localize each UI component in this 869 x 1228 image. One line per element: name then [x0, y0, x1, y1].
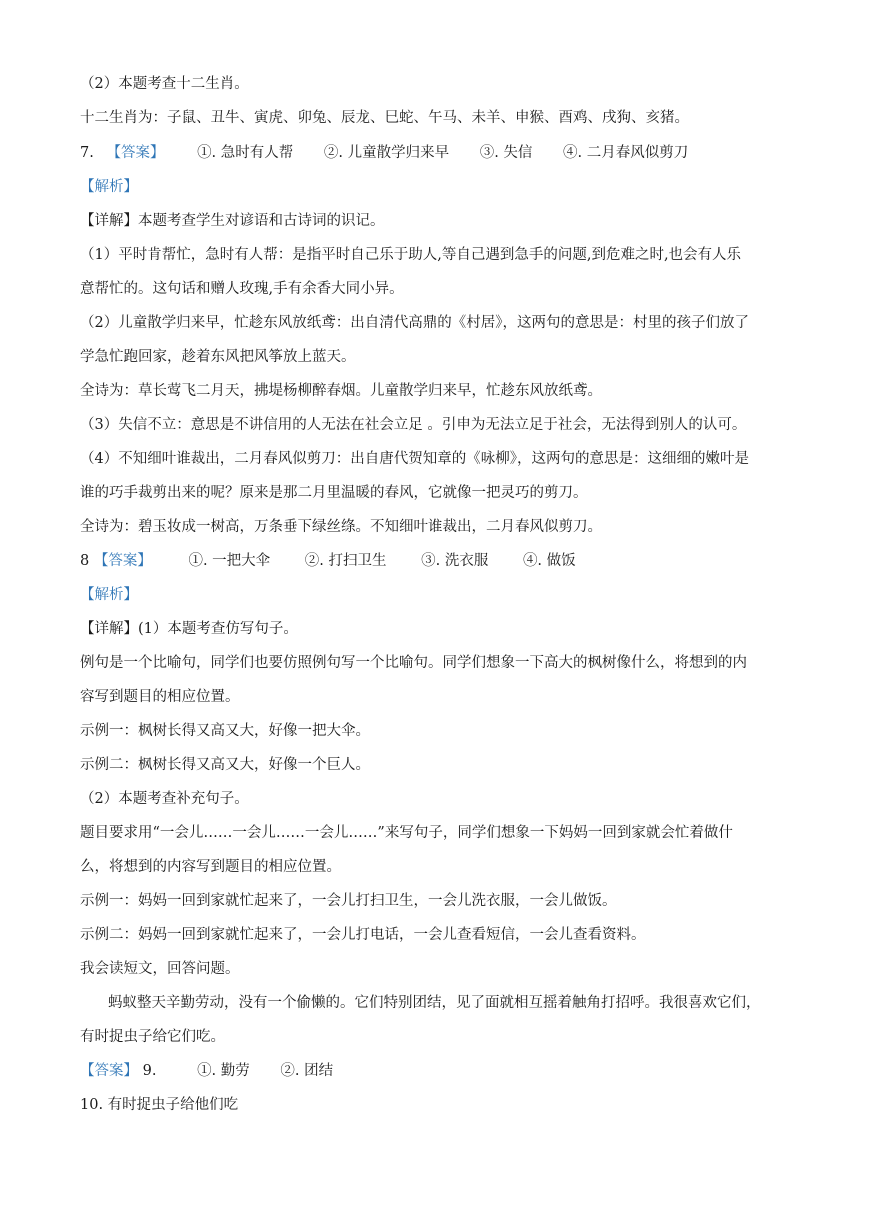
answer-tag: 【答案】 — [93, 553, 152, 569]
question-number: 9. — [142, 1063, 157, 1079]
answer-tag: 【答案】 — [80, 1063, 138, 1079]
answer-option: ②. 儿童散学归来早 — [323, 145, 450, 161]
text-line: 例句是一个比喻句，同学们也要仿照例句写一个比喻句。同学们想象一下高大的枫树像什么，将想到的内 — [80, 655, 747, 671]
answer-option: ③. 失信 — [479, 145, 533, 161]
text-line: （2）本题考查补充句子。 — [80, 791, 249, 807]
text-line: （3）失信不立：意思是不讲信用的人无法在社会立足 。引申为无法立足于社会，无法得到别人的认可。 — [80, 417, 747, 433]
text-line: （2）本题考查十二生肖。 — [80, 76, 249, 92]
answer-line-q7 — [80, 143, 790, 163]
text-line: （4）不知细叶谁裁出，二月春风似剪刀：出自唐代贺知章的《咏柳》，这两句的意思是：这细细的嫩叶是 — [80, 451, 749, 467]
answer-option: ④. 做饭 — [522, 553, 576, 569]
answer-option: ①. 一把大伞 — [188, 553, 271, 569]
text-line: 示例一：枫树长得又高又大，好像一把大伞。 — [80, 723, 370, 739]
text-line: 容写到题目的相应位置。 — [80, 689, 240, 705]
text-line: 示例二：枫树长得又高又大，好像一个巨人。 — [80, 757, 370, 773]
text-line: 10. 有时捉虫子给他们吃 — [80, 1097, 239, 1113]
text-line: 学急忙跑回家，趁着东风把风筝放上蓝天。 — [80, 349, 356, 365]
answer-option: ①. 急时有人帮 — [197, 145, 294, 161]
text-line: 十二生肖为：子鼠、丑牛、寅虎、卯兔、辰龙、巳蛇、午马、未羊、申猴、酉鸡、戌狗、亥猪。 — [80, 110, 689, 126]
answer-tag: 【答案】 — [106, 145, 165, 161]
answer-option: ①. 勤劳 — [197, 1063, 250, 1079]
answer-option: ②. 团结 — [280, 1063, 334, 1079]
text-line: 题目要求用“一会儿……一会儿……一会儿……”来写句子，同学们想象一下妈妈一回到家就会忙着做什 — [80, 825, 733, 841]
text-line: （2）儿童散学归来早，忙趁东风放纸鸢：出自清代高鼎的《村居》，这两句的意思是：村里的孩子们放了 — [80, 315, 749, 331]
text-line: 示例二：妈妈一回到家就忙起来了，一会儿打电话，一会儿查看短信，一会儿查看资料。 — [80, 927, 646, 943]
analysis-tag: 【解析】 — [80, 587, 138, 603]
analysis-tag: 【解析】 — [80, 179, 138, 195]
passage-line: 有时捉虫子给它们吃。 — [80, 1029, 225, 1045]
question-number: 7. — [80, 145, 94, 161]
text-line: 全诗为：碧玉妆成一树高，万条垂下绿丝绦。不知细叶谁裁出，二月春风似剪刀。 — [80, 519, 602, 535]
answer-option: ④. 二月春风似剪刀 — [563, 145, 689, 161]
text-line: 谁的巧手裁剪出来的呢？原来是那二月里温暖的春风，它就像一把灵巧的剪刀。 — [80, 485, 588, 501]
answer-option: ③. 洗衣服 — [421, 553, 489, 569]
text-line: 么，将想到的内容写到题目的相应位置。 — [80, 859, 341, 875]
text-line: （1）平时肯帮忙，急时有人帮：是指平时自己乐于助人,等自己遇到急手的问题,到危难之时,也会有人乐 — [80, 247, 742, 263]
text-line: 意帮忙的。这句话和赠人玫瑰,手有余香大同小异。 — [80, 281, 404, 297]
text-line: 【详解】(1）本题考查仿写句子。 — [80, 621, 298, 637]
answer-line-q8 — [80, 551, 790, 571]
text-line: 我会读短文，回答问题。 — [80, 961, 240, 977]
text-line: 【详解】本题考查学生对谚语和古诗词的识记。 — [80, 213, 385, 229]
text-line: 示例一：妈妈一回到家就忙起来了，一会儿打扫卫生，一会儿洗衣服，一会儿做饭。 — [80, 893, 617, 909]
answer-line-q9 — [80, 1061, 790, 1081]
passage-line: 蚂蚁整天辛勤劳动，没有一个偷懒的。它们特别团结，见了面就相互摇着触角打招呼。我很喜欢它们， — [108, 995, 761, 1011]
text-line: 全诗为：草长莺飞二月天，拂堤杨柳醉春烟。儿童散学归来早，忙趁东风放纸鸢。 — [80, 383, 602, 399]
answer-option: ②. 打扫卫生 — [304, 553, 387, 569]
question-number: 8 — [80, 553, 90, 569]
